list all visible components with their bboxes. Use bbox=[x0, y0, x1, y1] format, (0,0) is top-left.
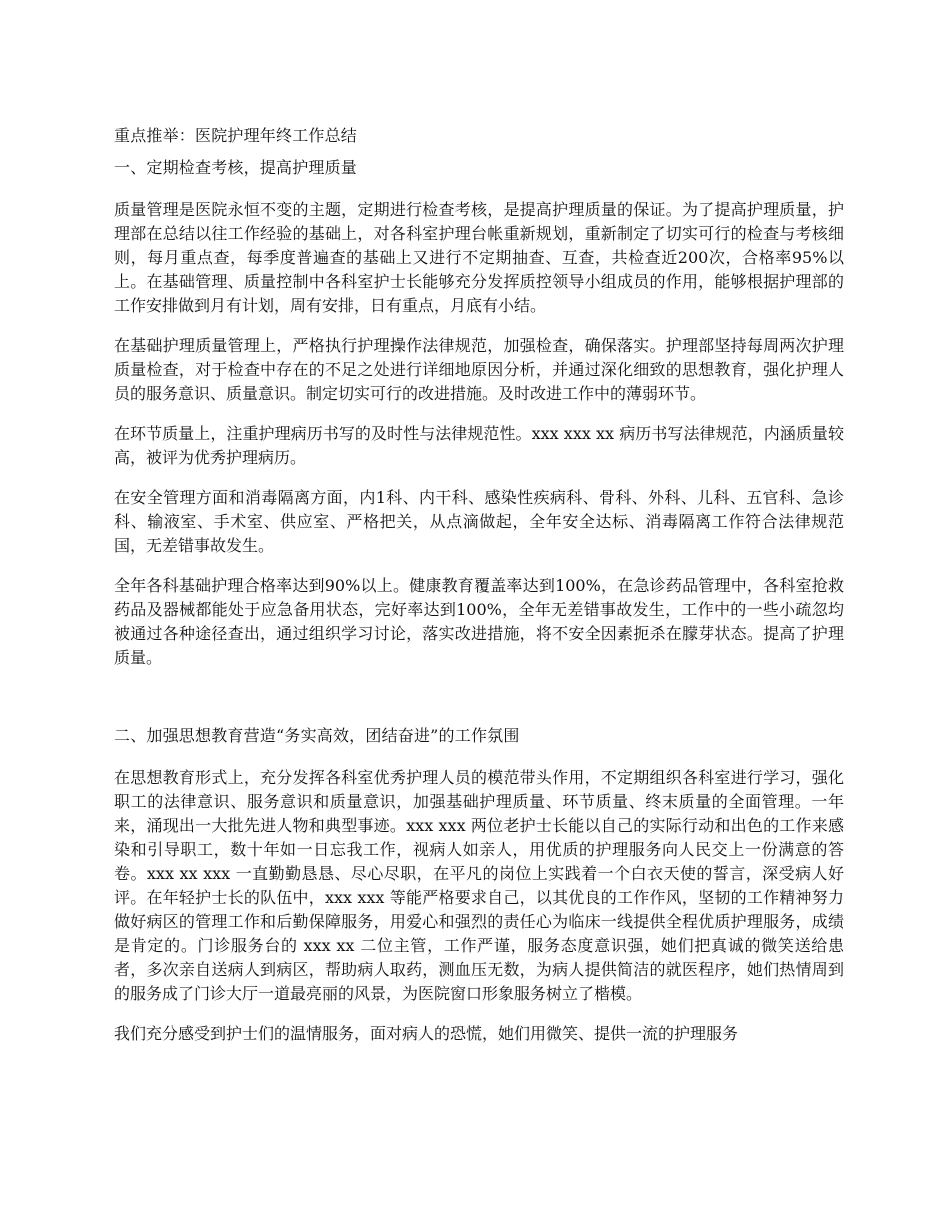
section-2-paragraph: 在思想教育形式上，充分发挥各科室优秀护理人员的模范带头作用，不定期组织各科室进行学习，强化职工的法律意识、服务意识和质量意识，加强基础护理质量、环节质量、终末质量的全面管理。一年来，涌现出一大批先进人物和典型事迹。xxx xxx 两位老护士长能以自己的实际行动和出色的工作来感染和引导职工，数十年如一日忘我工作，视病人如亲人，用优质的护理服务向人民交上一份满意的答卷。xxx xx xxx 一直勤勤恳恳、尽心尽职，在平凡的岗位上实践着一个白衣天使的誓言，深受病人好评。在年轻护士长的队伍中，xxx xxx 等能严格要求自己，以其优良的工作作风，坚韧的工作精神努力做好病区的管理工作和后勤保障服务，用爱心和强烈的责任心为临床一线提供全程优质护理服务，成绩是肯定的。门诊服务台的 xxx xx 二位主管，工作严谨，服务态度意识强，她们把真诚的微笑送给患者，多次亲自送病人到病区，帮助病人取药，测血压无数，为病人提供简洁的就医程序，她们热情周到的服务成了门诊大厅一道最亮丽的风景，为医院窗口形象服务树立了楷模。 bbox=[114, 768, 844, 1003]
section-spacer bbox=[114, 686, 844, 724]
section-1-paragraph: 在环节质量上，注重护理病历书写的及时性与法律规范性。xxx xxx xx 病历书写法律规范，内涵质量较高，被评为优秀护理病历。 bbox=[114, 424, 844, 467]
document-page bbox=[114, 124, 844, 1062]
section-2-heading: 二、加强思想教育营造“务实高效，团结奋进”的工作氛围 bbox=[114, 726, 520, 745]
section-1-paragraph: 在基础护理质量管理上，严格执行护理操作法律规范，加强检查，确保落实。护理部坚持每周两次护理质量检查，对于检查中存在的不足之处进行详细地原因分析，并通过深化细致的思想教育，强化护理人员的服务意识、质量意识。制定切实可行的改进措施。及时改进工作中的薄弱环节。 bbox=[114, 336, 844, 403]
section-1-heading: 一、定期检查考核，提高护理质量 bbox=[114, 158, 358, 177]
document-title: 重点推举：医院护理年终工作总结 bbox=[114, 126, 358, 145]
section-1-paragraph: 质量管理是医院永恒不变的主题，定期进行检查考核，是提高护理质量的保证。为了提高护理质量，护理部在总结以往工作经验的基础上，对各科室护理台帐重新规划，重新制定了切实可行的检查与考核细则，每月重点查，每季度普遍查的基础上又进行不定期抽查、互查，共检查近200次，合格率95%以上。在基础管理、质量控制中各科室护士长能够充分发挥质控领导小组成员的作用，能够根据护理部的工作安排做到月有计划，周有安排，日有重点，月底有小结。 bbox=[114, 200, 844, 315]
section-1-paragraph: 全年各科基础护理合格率达到90%以上。健康教育覆盖率达到100%，在急诊药品管理中，各科室抢救药品及器械都能处于应急备用状态，完好率达到100%，全年无差错事故发生，工作中的一些小疏忽均被通过各种途径查出，通过组织学习讨论，落实改进措施，将不安全因素扼杀在朦芽状态。提高了护理质量。 bbox=[114, 576, 844, 667]
section-2-paragraph: 我们充分感受到护士们的温情服务，面对病人的恐慌，她们用微笑、提供一流的护理服务 bbox=[114, 1024, 739, 1043]
section-1-paragraph: 在安全管理方面和消毒隔离方面，内1科、内干科、感染性疾病科、骨科、外科、儿科、五官科、急诊科、输液室、手术室、供应室、严格把关，从点滴做起，全年安全达标、消毒隔离工作符合法律规范国，无差错事故发生。 bbox=[114, 488, 844, 555]
